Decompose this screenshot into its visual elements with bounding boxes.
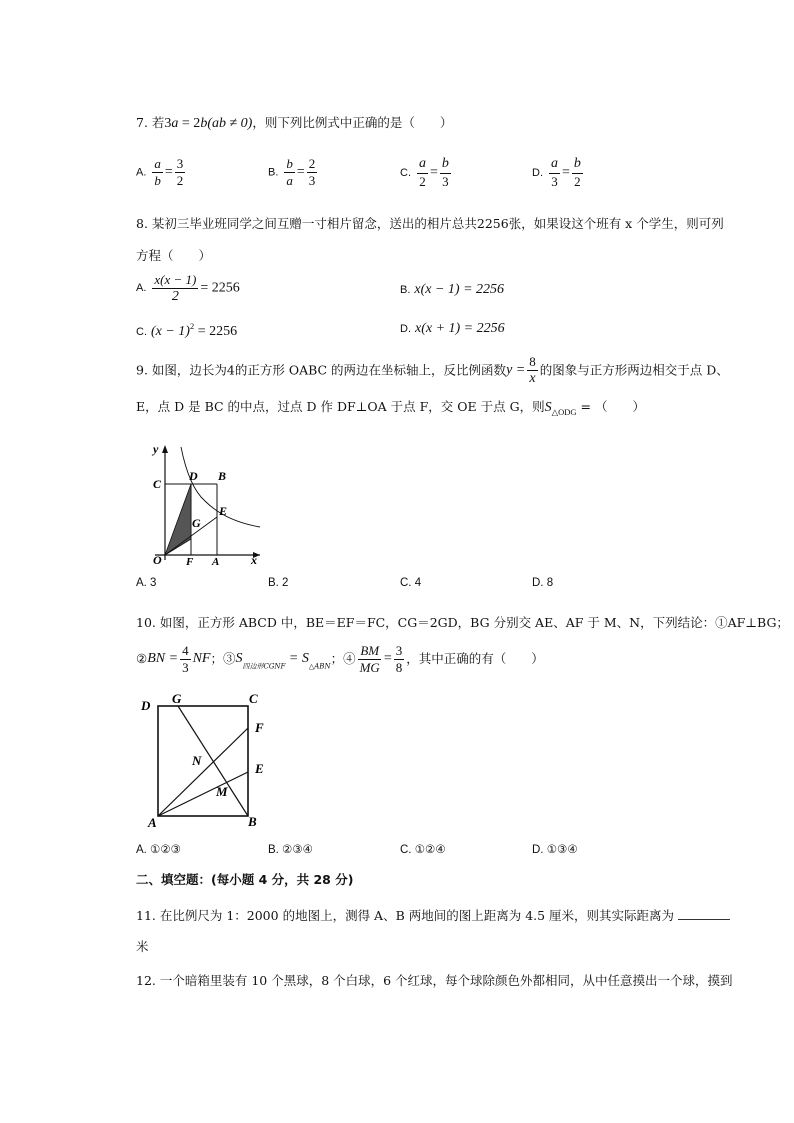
q7-cond-b: b (200, 116, 208, 131)
q7-option-d-frac1: $\frac{a}{3}$ (550, 156, 558, 189)
q10-label-e: E (255, 761, 264, 776)
q10-label-b: B (248, 814, 257, 828)
q9-label-x: x (251, 553, 257, 565)
q9-label-b: B (218, 469, 227, 483)
q9-line1-pre: 9. 如图，边长为4的正方形 OABC 的两边在坐标轴上，反比例函数 (136, 362, 507, 378)
q8-option-a[interactable] (136, 273, 240, 304)
q7-tail: ，则下列比例式中正确的是（ ） (252, 115, 453, 130)
q10-c3-s: S (235, 651, 243, 667)
q8-option-b-expr: x(x − 1) = 2256 (414, 282, 505, 297)
q10-option-d[interactable]: D. ①③④ (532, 844, 578, 856)
q10-option-a[interactable]: A. ①②③ (136, 844, 181, 856)
q10-line2 (136, 644, 544, 674)
q10-c2-frac: $\frac{4}{3}$ (182, 643, 189, 675)
q8-option-a-frac: $\frac{x(x - 1)}{2}$ (154, 272, 197, 304)
q9-line2 (136, 401, 645, 417)
q7-option-d-frac2: $\frac{b}{2}$ (573, 156, 581, 189)
q10-label-n: N (192, 753, 202, 768)
q7-option-c[interactable]: C. $\frac{a}{2}$ = $\frac{b}{3}$ (400, 156, 449, 189)
q7-option-b[interactable]: B. $\frac{b}{a}$ = $\frac{2}{3}$ (268, 156, 316, 188)
q10-c3-eq: = S (285, 651, 309, 667)
q8-line2: 方程（ ） (136, 248, 212, 263)
q7-option-a-frac1: $\frac{a}{b}$ (154, 156, 161, 188)
q7-option-c-label: C. (400, 167, 411, 180)
q11-line1 (136, 908, 730, 923)
q8-option-a-label: A. (136, 282, 147, 295)
section2-title: 二、填空题：(每小题 4 分，共 28 分) (136, 872, 354, 887)
q10-figure (138, 688, 273, 828)
q10-line2-post: ，其中正确的有（ ） (406, 650, 544, 666)
q8-option-c-exp: 2 (189, 321, 195, 331)
q8-option-d[interactable] (400, 322, 505, 336)
q8-option-d-label: D. (400, 323, 411, 335)
q10-label-f: F (255, 720, 264, 735)
q7-option-d-label: D. (532, 167, 543, 180)
q8-option-c-rhs: = 2256 (194, 324, 238, 339)
q8-option-a-rhs: = 2256 (200, 280, 240, 296)
q10-c4-frac2: $\frac{3}{8}$ (395, 643, 403, 675)
q9-area-s: S (544, 400, 552, 415)
q9-option-d[interactable]: D. 8 (532, 577, 554, 589)
q10-option-b[interactable]: B. ②③④ (268, 844, 313, 856)
q7-option-a-label: A. (136, 166, 147, 179)
q10-c4-eq: = (383, 651, 392, 667)
q9-func-frac: $\frac{8}{x}$ (529, 354, 536, 386)
q9-figure (145, 435, 275, 565)
q7-option-b-label: B. (268, 166, 279, 179)
q9-label-f: F (186, 556, 194, 565)
q7-cond-paren: (ab ≠ 0) (207, 116, 253, 131)
q10-label-a: A (148, 815, 157, 828)
q8-option-c-label: C. (136, 326, 147, 338)
q10-c2-rhs: NF (192, 651, 211, 667)
q12-line1: 12. 一个暗箱里装有 10 个黑球，8 个白球，6 个红球，每个球除颜色外都相同，从中任意摸出一个球，摸到 (136, 973, 733, 988)
q10-c3-sub2: △ABN (308, 662, 331, 671)
q7-option-d[interactable]: D. $\frac{a}{3}$ = $\frac{b}{2}$ (532, 156, 581, 189)
q10-c2-lhs: BN = (147, 651, 179, 667)
q7-stem (136, 117, 452, 131)
q10-label-m: M (216, 784, 228, 799)
q8-option-c-base: (x − 1) (150, 324, 190, 339)
q11-text: 11. 在比例尺为 1：2000 的地图上，测得 A、B 两地间的图上距离为 4.5 厘米，则其实际距离为 (136, 908, 675, 923)
q10-c3-pre: ；③ (210, 650, 236, 666)
q7-cond-eq: = 2 (178, 116, 201, 131)
q9-line2-pre: E，点 D 是 BC 的中点，过点 D 作 DF⊥OA 于点 F，交 OE 于点 G，则 (136, 399, 545, 414)
q9-area-sub: △ODG (551, 407, 577, 417)
q9-option-b[interactable]: B. 2 (268, 577, 289, 589)
q11-line2: 米 (136, 939, 149, 954)
q7-option-a[interactable]: A. $\frac{a}{b}$ = $\frac{3}{2}$ (136, 156, 184, 188)
q9-label-d: D (189, 469, 198, 483)
q7-option-b-frac2: $\frac{2}{3}$ (308, 156, 316, 188)
q9-option-c[interactable]: C. 4 (400, 577, 422, 589)
q10-label-g: G (172, 691, 182, 706)
q10-label-c: C (249, 691, 258, 706)
q7-option-c-frac1: $\frac{a}{2}$ (418, 156, 426, 189)
q8-option-b[interactable] (400, 283, 504, 297)
q9-label-a: A (212, 556, 220, 565)
q9-label-y: y (153, 442, 159, 456)
q9-label-o: O (153, 553, 162, 565)
q10-c4-frac1: $\frac{BM}{MG}$ (359, 643, 380, 675)
q9-option-a[interactable]: A. 3 (136, 577, 157, 589)
q7-option-a-frac2: $\frac{3}{2}$ (176, 156, 184, 188)
q9-label-g: G (192, 516, 201, 530)
q7-number: 7. 若 (136, 115, 165, 130)
q7-option-b-frac1: $\frac{b}{a}$ (286, 156, 293, 188)
q10-line1: 10. 如图，正方形 ABCD 中，BE＝EF＝FC，CG＝2GD，BG 分别交 AE、AF 于 M、N，下列结论：①AF⊥BG； (136, 615, 789, 630)
q7-option-c-frac2: $\frac{b}{3}$ (441, 156, 449, 189)
q7-cond-coef: 3 (164, 116, 172, 131)
q9-label-e: E (219, 504, 228, 518)
q7-cond-a: a (171, 116, 179, 131)
q8-option-d-expr: x(x + 1) = 2256 (414, 321, 505, 336)
q8-option-b-label: B. (400, 284, 411, 296)
q10-label-d: D (141, 698, 151, 713)
q10-c3-sub: 四边形CGNF (242, 662, 286, 671)
q8-option-c[interactable] (136, 322, 237, 339)
q8-line1: 8. 某初三毕业班同学之间互赠一寸相片留念，送出的相片总共2256张，如果设这个班有 x 个学生，则可列 (136, 216, 724, 231)
q10-c2-pre: ② (136, 650, 148, 666)
q10-option-c[interactable]: C. ①②④ (400, 844, 446, 856)
q11-answer-blank[interactable] (678, 908, 730, 920)
q9-func-y: y = (506, 362, 526, 378)
q9-line1 (136, 355, 729, 386)
q9-label-c: C (153, 477, 162, 491)
q10-c4-pre: ；④ (330, 650, 356, 666)
q9-line1-post: 的图象与正方形两边相交于点 D、 (539, 362, 729, 378)
q9-line2-post: = （ ） (576, 399, 645, 414)
